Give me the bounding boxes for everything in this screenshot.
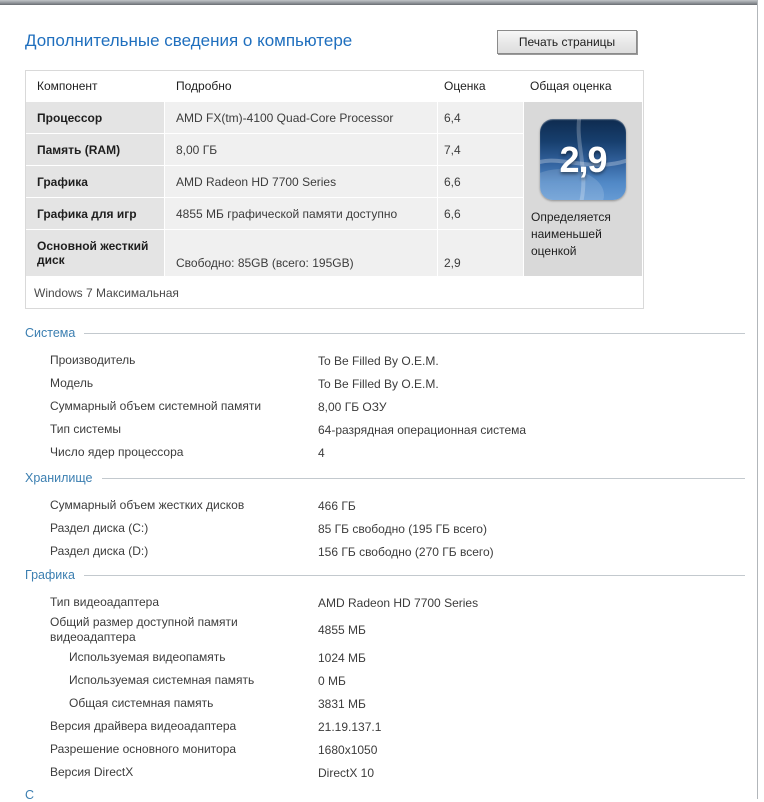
row-label: Разрешение основного монитора [50, 742, 237, 756]
row-label: Тип видеоадаптера [50, 595, 159, 609]
base-score-value: 2,9 [559, 138, 607, 180]
row-manufacturer [25, 349, 745, 372]
row-adapter-memory-total [25, 614, 745, 646]
row-value: 85 ГБ свободно (195 ГБ всего) [318, 521, 487, 536]
row-label: Версия драйвера видеоадаптера [50, 719, 237, 733]
os-edition-label: Windows 7 Максимальная [34, 285, 179, 300]
row-label: Раздел диска (C:) [50, 521, 149, 535]
page-title: Дополнительные сведения о компьютере [25, 31, 353, 50]
table-row-graphics-detail: AMD Radeon HD 7700 Series [165, 166, 437, 197]
row-value: DirectX 10 [318, 765, 375, 780]
row-value: 4855 МБ [318, 623, 366, 637]
row-model [25, 372, 745, 395]
section-rule [84, 333, 745, 334]
table-row-cpu-component: Процессор [26, 102, 164, 133]
window-top-border [0, 0, 758, 5]
row-partition-c [25, 517, 745, 540]
column-header-detail: Подробно [165, 71, 437, 101]
row-directx-version [25, 761, 745, 784]
row-label: Суммарный объем жестких дисков [50, 498, 245, 512]
row-monitor-resolution [25, 738, 745, 761]
table-row-ram-score: 7,4 [438, 134, 523, 165]
row-cpu-cores [25, 441, 745, 464]
base-score-caption: Определяется наименьшей оценкой [531, 210, 611, 258]
row-label: Общий размер доступной памяти видеоадаптера [50, 615, 238, 644]
section-storage [25, 464, 745, 563]
column-header-score: Оценка [438, 71, 523, 101]
table-row-graphics-score: 6,6 [438, 166, 523, 197]
row-label: Суммарный объем системной памяти [50, 399, 262, 413]
table-row-gaming-score: 6,6 [438, 198, 523, 229]
row-value: 156 ГБ свободно (270 ГБ всего) [318, 544, 494, 559]
table-row-gaming-component: Графика для игр [26, 198, 164, 229]
row-system-type [25, 418, 745, 441]
table-row-disk-component: Основной жесткий диск [26, 230, 164, 276]
section-system [25, 318, 745, 464]
base-score-badge [540, 119, 626, 200]
row-value: 64-разрядная операционная система [318, 422, 527, 437]
row-driver-version [25, 715, 745, 738]
section-graphics [25, 563, 745, 784]
row-partition-d [25, 540, 745, 563]
table-row-disk-detail: Свободно: 85GB (всего: 195GB) [165, 230, 437, 276]
row-label: Используемая видеопамять [69, 650, 226, 664]
next-section-partial-title: С [25, 788, 35, 802]
row-adapter-type [25, 591, 745, 614]
row-value: AMD Radeon HD 7700 Series [318, 595, 479, 610]
os-edition-row [26, 277, 642, 308]
section-system-title: Система [25, 326, 76, 340]
row-total-ram [25, 395, 745, 418]
table-row-graphics-component: Графика [26, 166, 164, 197]
row-used-system-memory [25, 669, 745, 692]
row-value: 3831 МБ [318, 696, 366, 711]
row-shared-system-memory [25, 692, 745, 715]
row-value: 466 ГБ [318, 498, 356, 513]
table-row-cpu-detail: AMD FX(tm)-4100 Quad-Core Processor [165, 102, 437, 133]
row-label: Производитель [50, 353, 136, 367]
row-total-disk [25, 494, 745, 517]
table-row-ram-detail: 8,00 ГБ [165, 134, 437, 165]
table-row-cpu-score: 6,4 [438, 102, 523, 133]
row-label: Общая системная память [69, 696, 214, 710]
row-value: 0 МБ [318, 673, 346, 688]
table-row-gaming-detail: 4855 МБ графической памяти доступно [165, 198, 437, 229]
section-graphics-title: Графика [25, 568, 75, 582]
row-label: Тип системы [50, 422, 121, 436]
row-label: Модель [50, 376, 94, 390]
table-row-disk-score: 2,9 [438, 230, 523, 276]
section-rule [84, 575, 745, 576]
column-header-overall: Общая оценка [524, 71, 642, 101]
row-value: 8,00 ГБ ОЗУ [318, 399, 387, 414]
row-value: 4 [318, 445, 325, 460]
row-label: Версия DirectX [50, 765, 134, 779]
wei-score-table [25, 70, 644, 309]
row-label: Раздел диска (D:) [50, 544, 149, 558]
row-value: 1680x1050 [318, 742, 378, 757]
row-value: To Be Filled By O.E.M. [318, 376, 439, 391]
overall-score-panel [524, 102, 642, 276]
row-label: Используемая системная память [69, 673, 255, 687]
row-value: 21.19.137.1 [318, 719, 382, 734]
column-header-component: Компонент [26, 71, 164, 101]
row-value: To Be Filled By O.E.M. [318, 353, 439, 368]
row-value: 1024 МБ [318, 650, 366, 665]
row-label: Число ядер процессора [50, 445, 184, 459]
print-page-button[interactable]: Печать страницы [497, 30, 637, 54]
table-row-ram-component: Память (RAM) [26, 134, 164, 165]
detail-sections [25, 318, 745, 802]
section-rule [102, 478, 746, 479]
section-storage-title: Хранилище [25, 471, 93, 485]
row-dedicated-vram [25, 646, 745, 669]
window-right-border [757, 0, 758, 799]
